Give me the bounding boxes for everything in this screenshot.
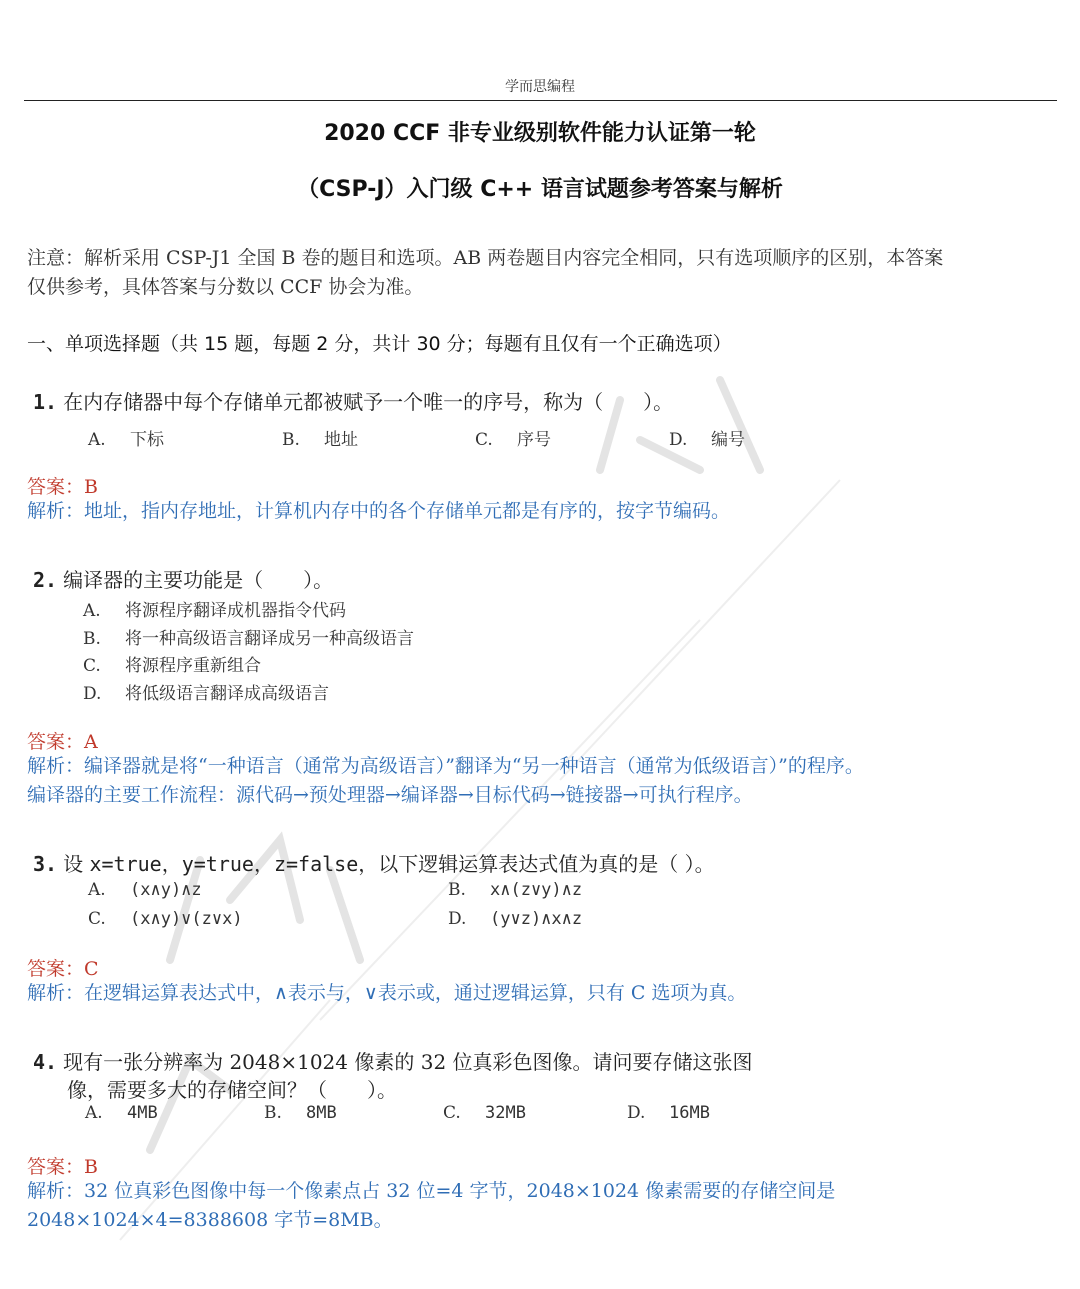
- option-text: 将源程序重新组合: [125, 656, 261, 676]
- question-4-option-d: [627, 1103, 710, 1123]
- option-letter: C.: [443, 1103, 461, 1123]
- option-text: 8MB: [306, 1103, 337, 1123]
- explanation-line: 2048×1024×4=8388608 字节=8MB。: [27, 1209, 393, 1231]
- option-letter: C.: [83, 656, 101, 676]
- explanation-line: 解析：在逻辑运算表达式中，∧表示与，∨表示或，通过逻辑运算，只有 C 选项为真。: [27, 982, 747, 1004]
- option-letter: D.: [627, 1103, 646, 1123]
- question-number: 2.: [33, 568, 58, 592]
- question-2-option-c: [83, 651, 261, 676]
- question-3-option-b: [448, 880, 582, 900]
- question-number: 3.: [33, 852, 58, 876]
- question-3-answer: 答案：C: [27, 958, 99, 980]
- question-3-option-c: [88, 909, 243, 929]
- option-text: 编号: [711, 430, 745, 450]
- question-3-option-d: [448, 909, 582, 929]
- question-4-explanation: [27, 1177, 835, 1235]
- question-code: x=true，y=true，z=false，: [89, 852, 379, 876]
- question-number: 1.: [33, 390, 58, 414]
- question-text: 在内存储器中每个存储单元都被赋予一个唯一的序号，称为（ ）。: [63, 390, 674, 414]
- option-text: 下标: [130, 430, 164, 450]
- explanation-line: 解析：编译器就是将“一种语言（通常为高级语言）”翻译为“另一种语言（通常为低级语言）”的程序。: [27, 755, 864, 777]
- question-4-option-a: [85, 1103, 158, 1123]
- option-text: (y∨z)∧x∧z: [490, 909, 583, 929]
- header-divider: [24, 100, 1057, 101]
- explanation-line: 解析：地址，指内存地址，计算机内存中的各个存储单元都是有序的，按字节编码。: [27, 500, 731, 522]
- page-header-brand: 学而思编程: [505, 79, 575, 95]
- option-text: (x∧y)∨(z∨x): [130, 909, 243, 929]
- question-4-option-c: [443, 1103, 526, 1123]
- question-1-option-c: [475, 425, 551, 450]
- question-2-stem: [33, 564, 333, 593]
- question-1-answer: 答案：B: [27, 476, 98, 498]
- question-2-answer: 答案：A: [27, 731, 98, 753]
- question-2-option-a: [83, 596, 346, 621]
- notice-line: 注意：解析采用 CSP-J1 全国 B 卷的题目和选项。AB 两卷题目内容完全相同，只有选项顺序的区别，本答案: [27, 247, 944, 269]
- option-text: 4MB: [127, 1103, 158, 1123]
- question-4-answer: 答案：B: [27, 1156, 98, 1178]
- option-letter: D.: [669, 430, 688, 450]
- option-letter: A.: [88, 880, 106, 900]
- question-text: 编译器的主要功能是（ ）。: [63, 568, 334, 592]
- option-text: (x∧y)∧z: [130, 880, 202, 900]
- option-letter: D.: [448, 909, 467, 929]
- question-2-explanation: [27, 752, 864, 810]
- option-letter: B.: [83, 629, 101, 649]
- question-3-option-a: [88, 880, 202, 900]
- option-text: 序号: [517, 430, 551, 450]
- notice-paragraph: [27, 244, 1057, 302]
- question-2-option-d: [83, 679, 329, 704]
- option-text: 将源程序翻译成机器指令代码: [125, 601, 346, 621]
- question-3-explanation: [27, 979, 746, 1008]
- option-text: 32MB: [485, 1103, 526, 1123]
- option-letter: B.: [264, 1103, 282, 1123]
- explanation-line: 解析：32 位真彩色图像中每一个像素点占 32 位=4 字节，2048×1024 像素需要的存储空间是: [27, 1180, 836, 1202]
- option-letter: D.: [83, 684, 102, 704]
- question-1-option-b: [282, 425, 358, 450]
- option-letter: A.: [88, 430, 106, 450]
- question-4-option-b: [264, 1103, 337, 1123]
- document-title-line2: （CSP-J）入门级 C++ 语言试题参考答案与解析: [297, 177, 783, 202]
- question-1-explanation: [27, 497, 730, 526]
- option-letter: A.: [83, 601, 101, 621]
- document-title-line1: 2020 CCF 非专业级别软件能力认证第一轮: [324, 121, 756, 146]
- option-letter: A.: [85, 1103, 103, 1123]
- question-1-stem: [33, 386, 673, 415]
- question-1-option-d: [669, 425, 745, 450]
- question-4-stem-continued: 像，需要多大的存储空间？（ ）。: [67, 1078, 397, 1102]
- option-text: 16MB: [669, 1103, 710, 1123]
- option-letter: C.: [475, 430, 493, 450]
- question-text: 设: [63, 852, 90, 876]
- question-number: 4.: [33, 1050, 58, 1074]
- explanation-line: 编译器的主要工作流程：源代码→预处理器→编译器→目标代码→链接器→可执行程序。: [27, 784, 753, 806]
- option-text: 将一种高级语言翻译成另一种高级语言: [125, 629, 414, 649]
- question-3-stem: [33, 848, 715, 877]
- option-letter: B.: [282, 430, 300, 450]
- option-text: x∧(z∨y)∧z: [490, 880, 583, 900]
- notice-line: 仅供参考，具体答案与分数以 CCF 协会为准。: [27, 276, 424, 298]
- option-letter: B.: [448, 880, 466, 900]
- option-letter: C.: [88, 909, 106, 929]
- question-4-stem: [33, 1046, 753, 1075]
- question-2-option-b: [83, 624, 414, 649]
- question-text: 以下逻辑运算表达式值为真的是（ ）。: [378, 852, 715, 876]
- option-text: 地址: [324, 430, 358, 450]
- section-heading: 一、单项选择题（共 15 题，每题 2 分，共计 30 分；每题有且仅有一个正确选项）: [27, 333, 732, 355]
- option-text: 将低级语言翻译成高级语言: [125, 684, 329, 704]
- question-1-option-a: [88, 425, 164, 450]
- question-text: 现有一张分辨率为 2048×1024 像素的 32 位真彩色图像。请问要存储这张图: [63, 1050, 753, 1074]
